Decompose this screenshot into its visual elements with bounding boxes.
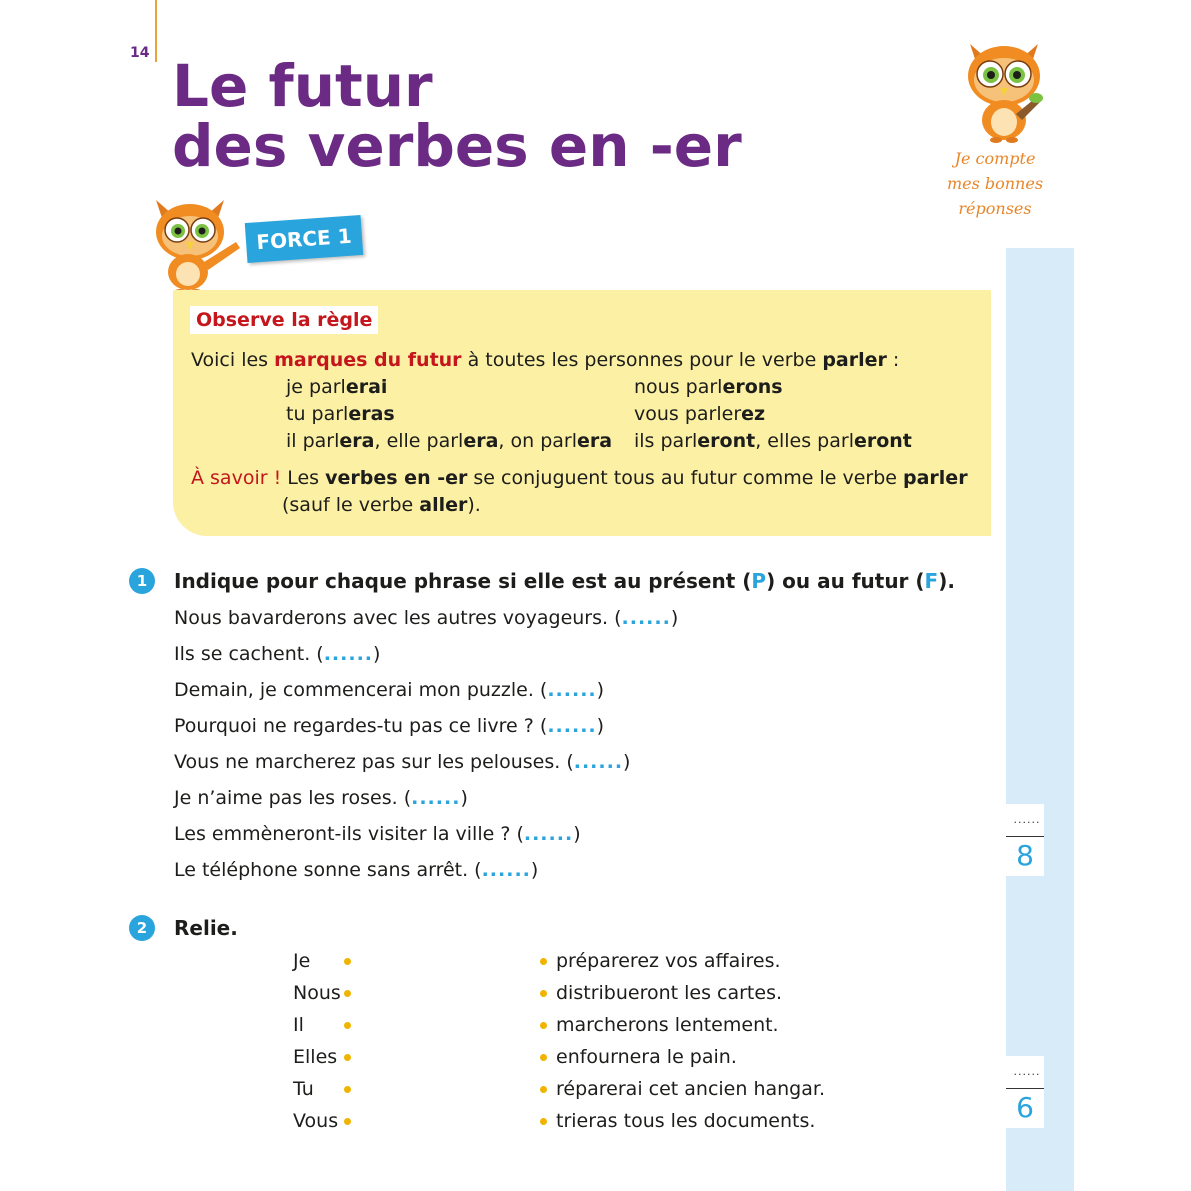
answer-blank[interactable]: ...... xyxy=(621,607,671,629)
exercise-1-sentence: Je n’aime pas les roses. (......) xyxy=(174,787,468,809)
savoir-bold: verbes en -er xyxy=(325,467,468,489)
score-box-exercise-1 xyxy=(1006,804,1044,876)
score-blank[interactable]: ...... xyxy=(1013,813,1041,826)
match-dot-right[interactable] xyxy=(540,1054,547,1061)
conjugation-je xyxy=(286,376,387,398)
conjugation-ending: ez xyxy=(741,403,766,425)
match-dot-right[interactable] xyxy=(540,990,547,997)
conjugation-tu xyxy=(286,403,395,425)
conjugation-stem: ils parl xyxy=(634,430,698,452)
ending-item: préparerez vos affaires. xyxy=(556,950,781,972)
score-blank[interactable]: ...... xyxy=(1013,1065,1041,1078)
match-dot-left[interactable] xyxy=(344,958,351,965)
pronoun-item: Vous xyxy=(293,1110,339,1132)
score-column xyxy=(1006,248,1074,1191)
sentence-text: Les emmèneront-ils visiter la ville ? xyxy=(174,823,511,845)
exercise-1-sentence: Pourquoi ne regardes-tu pas ce livre ? (......) xyxy=(174,715,605,737)
score-fraction-line xyxy=(1006,1088,1044,1089)
score-header: Je compte mes bonnes réponses xyxy=(946,149,1044,218)
savoir-bold: aller xyxy=(419,494,468,516)
conjugation-ending: era xyxy=(339,430,375,452)
rule-label: Observe la règle xyxy=(190,306,378,334)
instruction-future-letter: F xyxy=(924,569,939,593)
savoir-text: Les xyxy=(281,467,326,489)
rule-intro-text: Voici les xyxy=(191,349,275,371)
instruction-text: ) ou au futur ( xyxy=(766,569,925,593)
conjugation-stem: il parl xyxy=(286,430,340,452)
instruction-text: ). xyxy=(938,569,955,593)
savoir-label: À savoir ! xyxy=(191,467,282,489)
pronoun-item: Nous xyxy=(293,982,341,1004)
score-fraction-line xyxy=(1006,836,1044,837)
answer-blank[interactable]: ...... xyxy=(547,679,597,701)
answer-blank[interactable]: ...... xyxy=(481,859,531,881)
conjugation-nous xyxy=(634,376,783,398)
exercise-1-sentence: Nous bavarderons avec les autres voyageurs. (......) xyxy=(174,607,679,629)
exercise-2-instruction: Relie. xyxy=(174,916,238,940)
savoir-line-1 xyxy=(191,467,968,489)
sentence-text: Vous ne marcherez pas sur les pelouses. xyxy=(174,751,561,773)
savoir-bold: parler xyxy=(903,467,968,489)
ending-item: trieras tous les documents. xyxy=(556,1110,816,1132)
pronoun-item: Il xyxy=(293,1014,304,1036)
exercise-1-sentence: Vous ne marcherez pas sur les pelouses. (......) xyxy=(174,751,631,773)
title-line-1: Le futur xyxy=(172,52,433,120)
title-line-2: des verbes en -er xyxy=(172,112,742,180)
score-total: 8 xyxy=(1016,839,1034,872)
answer-blank[interactable]: ...... xyxy=(411,787,461,809)
conjugation-ending: erons xyxy=(722,376,783,398)
rule-intro-text: : xyxy=(886,349,900,371)
savoir-text: (sauf le verbe xyxy=(282,494,420,516)
sentence-text: Je n’aime pas les roses. xyxy=(174,787,398,809)
conjugation-ending: era xyxy=(577,430,613,452)
conjugation-stem: , elle parl xyxy=(374,430,464,452)
pronoun-item: Elles xyxy=(293,1046,338,1068)
score-box-exercise-2 xyxy=(1006,1056,1044,1128)
exercise-1-sentence: Les emmèneront-ils visiter la ville ? (......) xyxy=(174,823,581,845)
match-dot-left[interactable] xyxy=(344,1118,351,1125)
rule-intro-text: à toutes les personnes pour le verbe xyxy=(461,349,823,371)
match-dot-left[interactable] xyxy=(344,1054,351,1061)
exercise-1-instruction xyxy=(174,569,955,593)
conjugation-il xyxy=(286,430,612,452)
match-dot-left[interactable] xyxy=(344,990,351,997)
conjugation-ending: eront xyxy=(697,430,756,452)
conjugation-vous xyxy=(634,403,765,425)
instruction-text: Indique pour chaque phrase si elle est au présent ( xyxy=(174,569,752,593)
exercise-1-number: 1 xyxy=(129,568,155,594)
sentence-text: Pourquoi ne regardes-tu pas ce livre ? xyxy=(174,715,534,737)
pronoun-item: Je xyxy=(293,950,311,972)
owl-mascot-icon xyxy=(956,36,1052,144)
instruction-present-letter: P xyxy=(751,569,767,593)
conjugation-ils xyxy=(634,430,912,452)
answer-blank[interactable]: ...... xyxy=(547,715,597,737)
answer-blank[interactable]: ...... xyxy=(323,643,374,665)
savoir-text: se conjuguent tous au futur comme le verbe xyxy=(467,467,903,489)
match-dot-left[interactable] xyxy=(344,1086,351,1093)
match-dot-right[interactable] xyxy=(540,1022,547,1029)
rule-intro-highlight: marques du futur xyxy=(274,349,462,371)
answer-blank[interactable]: ...... xyxy=(573,751,624,773)
ending-item: enfournera le pain. xyxy=(556,1046,737,1068)
exercise-1-sentence: Demain, je commencerai mon puzzle. (......) xyxy=(174,679,605,701)
conjugation-stem: , elles parl xyxy=(755,430,854,452)
score-total: 6 xyxy=(1016,1091,1034,1124)
conjugation-ending: era xyxy=(463,430,499,452)
force-badge: FORCE 1 xyxy=(245,215,364,263)
rule-intro-verb: parler xyxy=(822,349,887,371)
conjugation-stem: vous parler xyxy=(634,403,742,425)
exercise-2-number: 2 xyxy=(129,915,155,941)
ending-item: distribueront les cartes. xyxy=(556,982,783,1004)
rule-intro xyxy=(191,349,899,371)
exercise-1-sentence: Le téléphone sonne sans arrêt. (......) xyxy=(174,859,539,881)
conjugation-ending: eront xyxy=(853,430,912,452)
conjugation-stem: nous parl xyxy=(634,376,723,398)
savoir-text: ). xyxy=(467,494,481,516)
conjugation-stem: , on parl xyxy=(498,430,578,452)
conjugation-stem: je parl xyxy=(286,376,346,398)
match-dot-right[interactable] xyxy=(540,1086,547,1093)
conjugation-ending: erai xyxy=(345,376,388,398)
savoir-line-2 xyxy=(282,494,481,516)
sentence-text: Ils se cachent. xyxy=(174,643,311,665)
page-number: 14 xyxy=(130,45,150,61)
match-dot-right[interactable] xyxy=(540,1118,547,1125)
ending-item: marcherons lentement. xyxy=(556,1014,779,1036)
owl-pointing-icon xyxy=(148,194,252,298)
exercise-1-sentence: Ils se cachent. (......) xyxy=(174,643,381,665)
page-rule xyxy=(155,0,157,62)
match-dot-right[interactable] xyxy=(540,958,547,965)
conjugation-ending: eras xyxy=(348,403,395,425)
sentence-text: Nous bavarderons avec les autres voyageurs. xyxy=(174,607,609,629)
ending-item: réparerai cet ancien hangar. xyxy=(556,1078,825,1100)
sentence-text: Demain, je commencerai mon puzzle. xyxy=(174,679,534,701)
match-dot-left[interactable] xyxy=(344,1022,351,1029)
pronoun-item: Tu xyxy=(293,1078,314,1100)
sentence-text: Le téléphone sonne sans arrêt. xyxy=(174,859,469,881)
answer-blank[interactable]: ...... xyxy=(523,823,574,845)
page-title xyxy=(172,52,742,180)
conjugation-stem: tu parl xyxy=(286,403,349,425)
